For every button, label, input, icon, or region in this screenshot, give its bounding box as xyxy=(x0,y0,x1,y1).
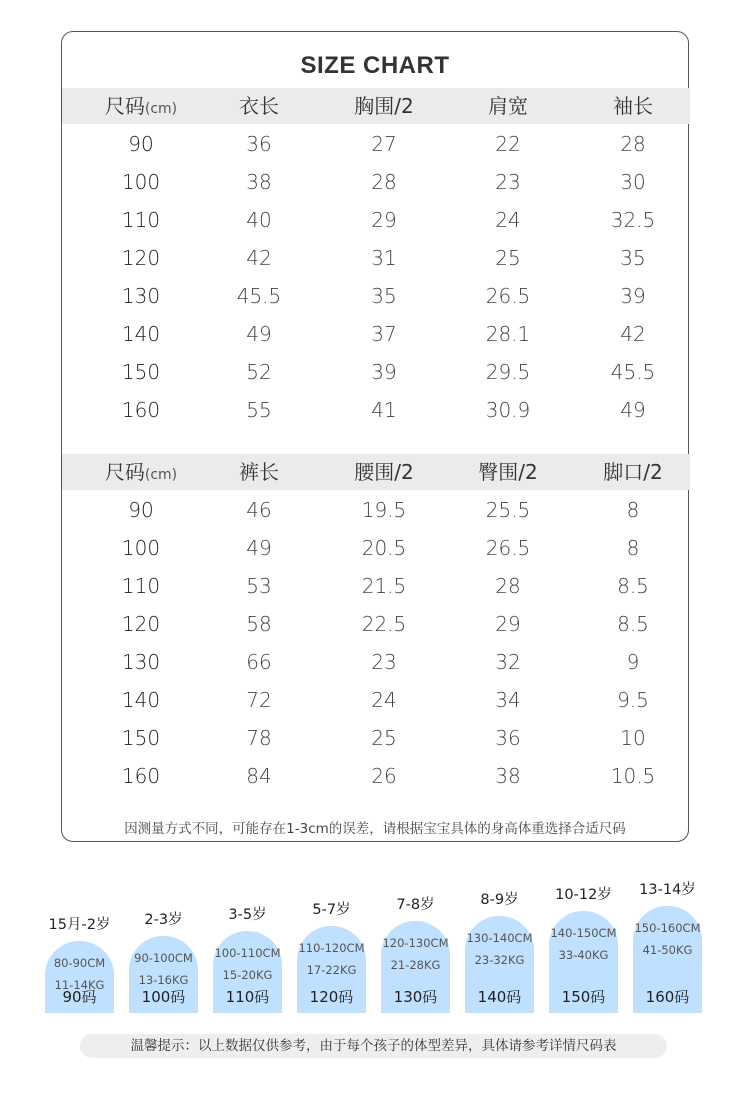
table-cell-c1: 55 xyxy=(246,398,272,422)
table-row xyxy=(62,491,690,529)
table-cell-c3: 30.9 xyxy=(485,398,531,422)
table1-header-length: 衣长 xyxy=(239,94,279,118)
table-cell-c4: 8.5 xyxy=(617,612,649,636)
size-card xyxy=(213,903,282,1013)
table-cell-c4: 35 xyxy=(620,246,646,270)
table-cell-c2: 29 xyxy=(371,208,397,232)
size-card-body xyxy=(549,911,618,1013)
size-card-weight: 11-14KG xyxy=(54,978,105,992)
table-cell-c3: 29.5 xyxy=(485,360,531,384)
size-card-weight: 33-40KG xyxy=(558,948,609,962)
table1-header-sleeve: 袖长 xyxy=(613,94,653,118)
table-cell-c2: 41 xyxy=(371,398,397,422)
table-cell-c3: 38 xyxy=(495,764,521,788)
size-card-height: 100-110CM xyxy=(214,946,281,960)
table-cell-c1: 53 xyxy=(246,574,272,598)
table-cell-size: 140 xyxy=(121,322,161,346)
size-card xyxy=(129,908,198,1013)
table-cell-size: 130 xyxy=(121,284,161,308)
table-cell-c1: 78 xyxy=(246,726,272,750)
table-cell-c3: 23 xyxy=(495,170,521,194)
table-row xyxy=(62,529,690,567)
size-card-weight: 13-16KG xyxy=(138,973,189,987)
size-card-body xyxy=(129,936,198,1013)
table-cell-c2: 22.5 xyxy=(361,612,407,636)
table-cell-c3: 28.1 xyxy=(485,322,531,346)
table1-header xyxy=(62,88,690,124)
size-card-body xyxy=(633,906,702,1013)
table-cell-c4: 8 xyxy=(626,536,640,560)
size-card xyxy=(381,893,450,1013)
size-card-age: 13-14岁 xyxy=(639,882,696,898)
table-cell-size: 100 xyxy=(121,170,161,194)
size-card xyxy=(633,878,702,1013)
table-row xyxy=(62,605,690,643)
table-row xyxy=(62,353,690,391)
size-card-code: 140码 xyxy=(477,988,522,1006)
size-card-code: 130码 xyxy=(393,988,438,1006)
size-card xyxy=(45,913,114,1013)
size-card xyxy=(465,888,534,1013)
table-cell-c1: 58 xyxy=(246,612,272,636)
size-card-age: 2-3岁 xyxy=(144,912,183,928)
table-cell-c3: 29 xyxy=(495,612,521,636)
table-cell-c1: 45.5 xyxy=(236,284,282,308)
table-cell-c1: 36 xyxy=(246,132,272,156)
table-cell-c4: 39 xyxy=(620,284,646,308)
size-card-body xyxy=(381,921,450,1013)
table-cell-c2: 39 xyxy=(371,360,397,384)
table-cell-size: 160 xyxy=(121,764,161,788)
table1-header-shoulder: 肩宽 xyxy=(488,94,528,118)
table-cell-c4: 32.5 xyxy=(610,208,656,232)
table-row xyxy=(62,757,690,795)
size-card-weight: 17-22KG xyxy=(306,963,357,977)
table-cell-c3: 24 xyxy=(495,208,521,232)
size-card-age: 3-5岁 xyxy=(228,907,267,923)
size-card-height: 140-150CM xyxy=(550,926,617,940)
size-card-body xyxy=(297,926,366,1013)
table2-header-size: 尺码(cm) xyxy=(104,460,178,484)
size-card-age: 15月-2岁 xyxy=(48,917,111,933)
table-cell-c2: 27 xyxy=(371,132,397,156)
table-cell-c4: 9 xyxy=(626,650,640,674)
size-card-age: 10-12岁 xyxy=(555,887,612,903)
table1-header-size: 尺码(cm) xyxy=(104,94,178,118)
size-card-weight: 23-32KG xyxy=(474,953,525,967)
table-cell-c4: 10 xyxy=(620,726,646,750)
table-row xyxy=(62,391,690,429)
table-row xyxy=(62,277,690,315)
table-cell-c4: 49 xyxy=(620,398,646,422)
size-card-body xyxy=(45,941,114,1013)
table-cell-c2: 19.5 xyxy=(361,498,407,522)
table-cell-size: 90 xyxy=(128,132,154,156)
table-row xyxy=(62,239,690,277)
size-card-code: 150码 xyxy=(561,988,606,1006)
table2-header-waist: 腰围/2 xyxy=(354,460,414,484)
table-cell-c2: 28 xyxy=(371,170,397,194)
table-cell-size: 90 xyxy=(128,498,154,522)
table-cell-size: 120 xyxy=(121,246,161,270)
table-row xyxy=(62,719,690,757)
size-card-code: 100码 xyxy=(141,988,186,1006)
table-row xyxy=(62,315,690,353)
table-row xyxy=(62,643,690,681)
size-card xyxy=(297,898,366,1013)
table-cell-c4: 8.5 xyxy=(617,574,649,598)
table-cell-c1: 49 xyxy=(246,322,272,346)
table-row xyxy=(62,567,690,605)
size-card-height: 150-160CM xyxy=(634,921,701,935)
size-card-code: 90码 xyxy=(62,988,97,1006)
size-card-code: 120码 xyxy=(309,988,354,1006)
table-cell-c1: 46 xyxy=(246,498,272,522)
table-cell-size: 140 xyxy=(121,688,161,712)
table-cell-size: 130 xyxy=(121,650,161,674)
size-card-age: 8-9岁 xyxy=(480,892,519,908)
table2-header xyxy=(62,454,690,490)
size-card-height: 120-130CM xyxy=(382,936,449,950)
size-card-code: 160码 xyxy=(645,988,690,1006)
table2-header-leg-opening: 脚口/2 xyxy=(603,460,663,484)
table-cell-c3: 28 xyxy=(495,574,521,598)
table-cell-c2: 21.5 xyxy=(361,574,407,598)
size-card-weight: 15-20KG xyxy=(222,968,273,982)
table-cell-c4: 30 xyxy=(620,170,646,194)
size-card-body xyxy=(213,931,282,1013)
table-cell-c4: 28 xyxy=(620,132,646,156)
page-title: SIZE CHART xyxy=(300,52,450,79)
size-card-height: 80-90CM xyxy=(53,956,106,970)
table-cell-c3: 26.5 xyxy=(485,284,531,308)
table-cell-c3: 36 xyxy=(495,726,521,750)
table-row xyxy=(62,125,690,163)
size-card-age: 7-8岁 xyxy=(396,897,435,913)
table-cell-size: 160 xyxy=(121,398,161,422)
table-cell-c1: 72 xyxy=(246,688,272,712)
tip-banner: 温馨提示：以上数据仅供参考，由于每个孩子的体型差异，具体请参考详情尺码表 xyxy=(80,1034,667,1058)
measurement-note: 因测量方式不同，可能存在1-3cm的误差，请根据宝宝具体的身高体重选择合适尺码 xyxy=(124,821,626,837)
table-cell-c1: 42 xyxy=(246,246,272,270)
table-cell-c4: 9.5 xyxy=(617,688,649,712)
table-cell-c1: 49 xyxy=(246,536,272,560)
table-cell-size: 100 xyxy=(121,536,161,560)
table-cell-c1: 38 xyxy=(246,170,272,194)
size-card-code: 110码 xyxy=(225,988,270,1006)
table-cell-c1: 40 xyxy=(246,208,272,232)
table-cell-c2: 35 xyxy=(371,284,397,308)
table-cell-c4: 10.5 xyxy=(610,764,656,788)
table-cell-size: 150 xyxy=(121,360,161,384)
table-cell-c2: 24 xyxy=(371,688,397,712)
table-row xyxy=(62,163,690,201)
size-card-height: 90-100CM xyxy=(134,951,193,965)
table-cell-c2: 20.5 xyxy=(361,536,407,560)
size-card-body xyxy=(465,916,534,1013)
table-cell-c2: 31 xyxy=(371,246,397,270)
table-row xyxy=(62,681,690,719)
table2-header-hip: 臀围/2 xyxy=(478,460,538,484)
table-cell-c2: 26 xyxy=(371,764,397,788)
table-cell-size: 150 xyxy=(121,726,161,750)
table-cell-c3: 34 xyxy=(495,688,521,712)
table-cell-c3: 25 xyxy=(495,246,521,270)
table1-header-chest: 胸围/2 xyxy=(354,94,414,118)
table-cell-c1: 66 xyxy=(246,650,272,674)
table-row xyxy=(62,201,690,239)
size-card xyxy=(549,883,618,1013)
table-cell-size: 110 xyxy=(121,574,161,598)
size-card-weight: 21-28KG xyxy=(390,958,441,972)
table-cell-c2: 37 xyxy=(371,322,397,346)
table-cell-c4: 42 xyxy=(620,322,646,346)
size-card-height: 110-120CM xyxy=(298,941,365,955)
size-card-age: 5-7岁 xyxy=(312,902,351,918)
size-card-weight: 41-50KG xyxy=(642,943,693,957)
table-cell-c4: 45.5 xyxy=(610,360,656,384)
table-cell-c3: 32 xyxy=(495,650,521,674)
table-cell-c4: 8 xyxy=(626,498,640,522)
table-cell-size: 110 xyxy=(121,208,161,232)
table-cell-c1: 52 xyxy=(246,360,272,384)
size-card-height: 130-140CM xyxy=(466,931,533,945)
table-cell-c3: 25.5 xyxy=(485,498,531,522)
table-cell-c3: 22 xyxy=(495,132,521,156)
table-cell-c3: 26.5 xyxy=(485,536,531,560)
table-cell-c1: 84 xyxy=(246,764,272,788)
table-cell-c2: 23 xyxy=(371,650,397,674)
table2-header-pant-length: 裤长 xyxy=(239,460,279,484)
table-cell-c2: 25 xyxy=(371,726,397,750)
table-cell-size: 120 xyxy=(121,612,161,636)
